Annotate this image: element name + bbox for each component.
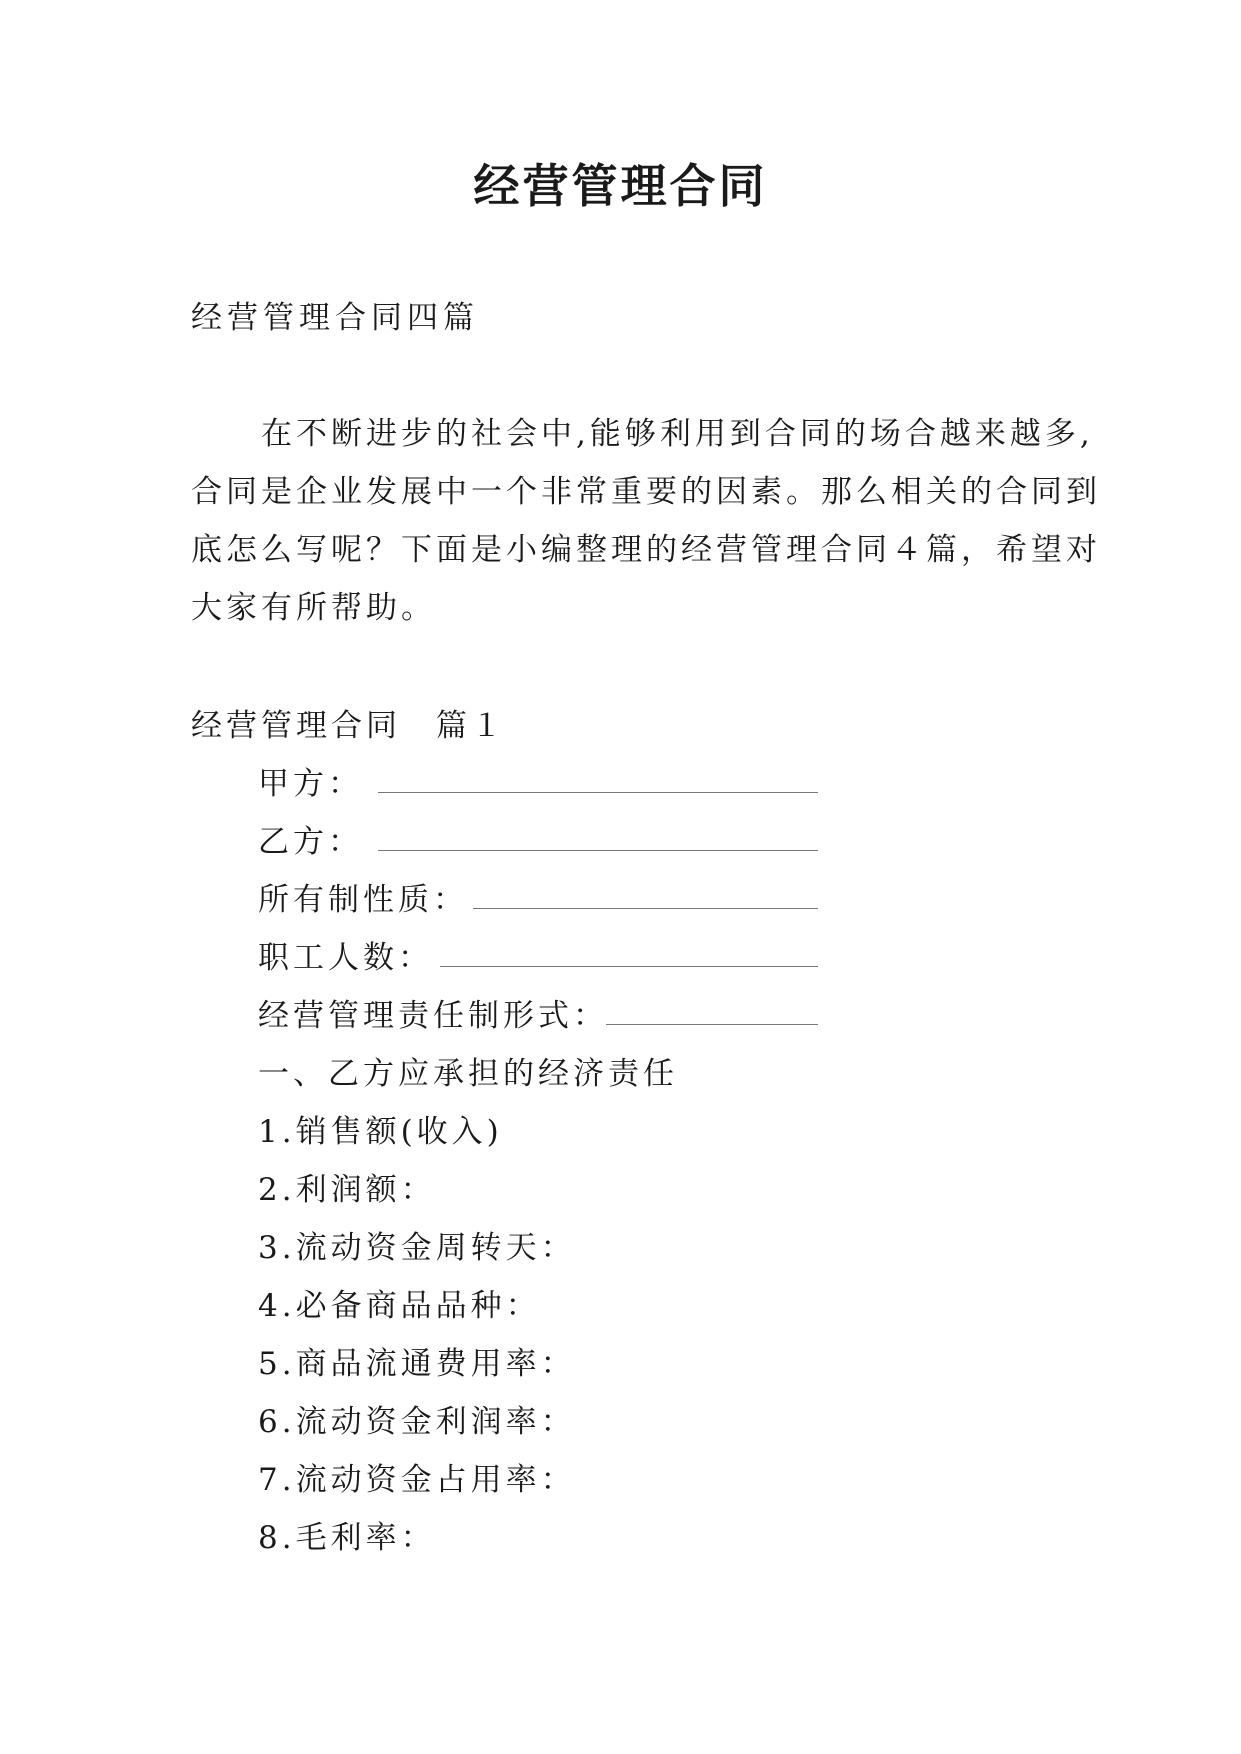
field-label: 乙方： — [258, 824, 363, 860]
field-label: 职工人数： — [258, 940, 433, 976]
document-title: 经营管理合同 — [473, 159, 768, 213]
party-fields — [258, 758, 818, 1048]
blank-underline[interactable] — [473, 908, 818, 909]
list-item: 一、乙方应承担的经济责任 — [258, 1056, 678, 1092]
field-label: 甲方： — [258, 766, 363, 802]
field-responsibility-form — [258, 990, 818, 1048]
field-party-b — [258, 816, 818, 874]
blank-underline[interactable] — [440, 966, 818, 967]
field-label: 经营管理责任制形式： — [258, 998, 608, 1034]
responsibility-list — [258, 1048, 678, 1570]
list-item: 7.流动资金占用率： — [258, 1462, 576, 1498]
field-party-a — [258, 758, 818, 816]
blank-underline[interactable] — [378, 850, 818, 851]
list-item: 6.流动资金利润率： — [258, 1404, 576, 1440]
document-subtitle: 经营管理合同四篇 — [191, 300, 479, 336]
section-heading: 经营管理合同 篇１ — [191, 708, 506, 744]
field-employee-count — [258, 932, 818, 990]
blank-underline[interactable] — [606, 1024, 818, 1025]
list-item: 2.利润额： — [258, 1172, 436, 1208]
list-item: 8.毛利率： — [258, 1520, 436, 1556]
intro-line: 底怎么写呢？下面是小编整理的经营管理合同４篇，希望对 — [191, 532, 1101, 568]
intro-line: 合同是企业发展中一个非常重要的因素。那么相关的合同到 — [191, 474, 1101, 510]
blank-underline[interactable] — [378, 792, 818, 793]
field-ownership — [258, 874, 818, 932]
intro-line: 大家有所帮助。 — [191, 590, 436, 626]
list-item: 3.流动资金周转天： — [258, 1230, 576, 1266]
list-item: 1.销售额(收入) — [258, 1114, 503, 1150]
intro-paragraph — [191, 405, 1101, 637]
intro-line: 在不断进步的社会中,能够利用到合同的场合越来越多, — [191, 416, 1094, 452]
field-label: 所有制性质： — [258, 882, 468, 918]
list-item: 4.必备商品品种： — [258, 1288, 541, 1324]
list-item: 5.商品流通费用率： — [258, 1346, 576, 1382]
